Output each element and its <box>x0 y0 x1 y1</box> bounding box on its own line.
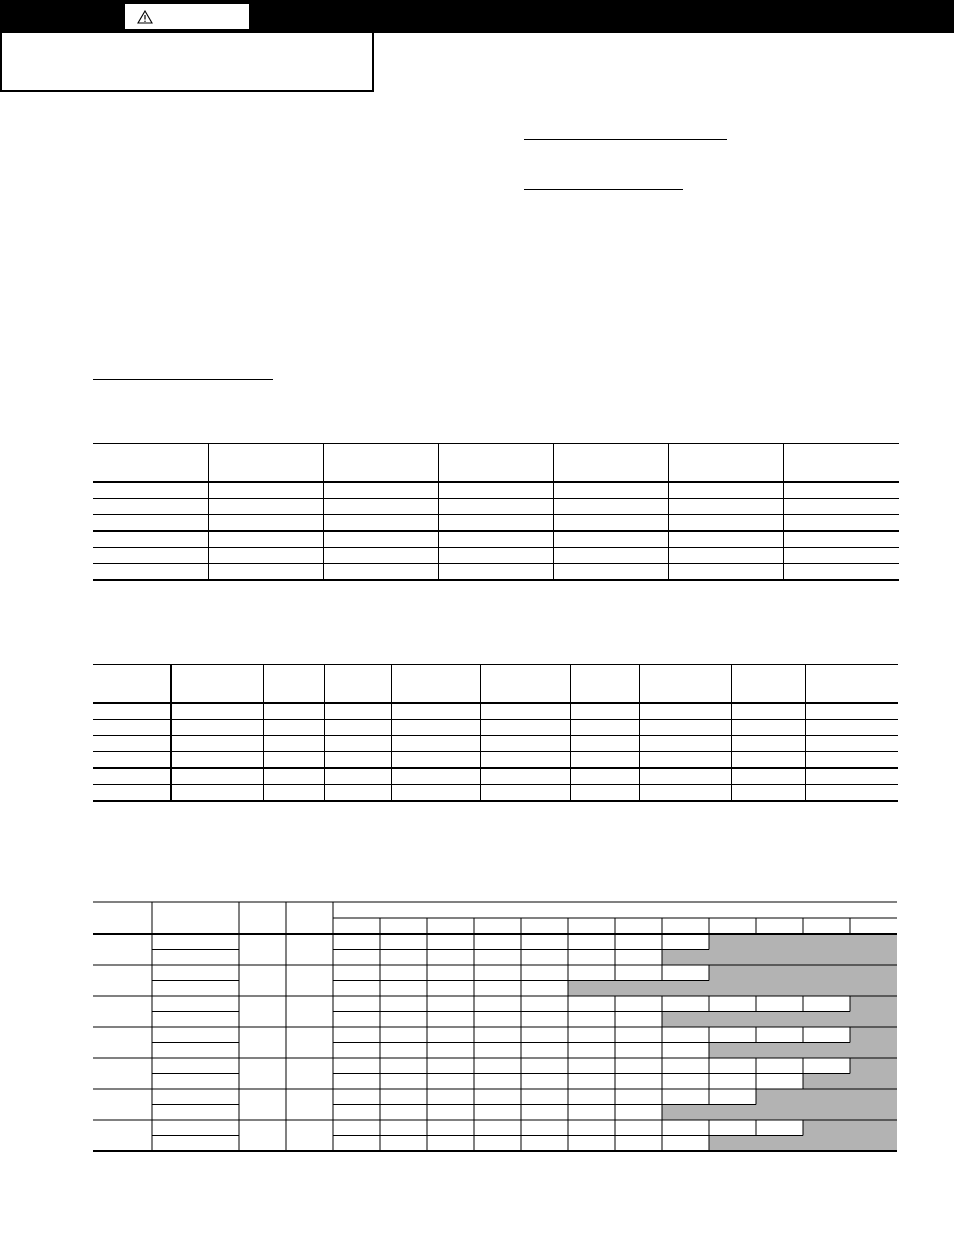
table-header-row <box>93 665 898 704</box>
warning-triangle-icon <box>137 10 153 24</box>
table-row <box>93 548 899 564</box>
table-header-row <box>93 444 899 483</box>
shaded-cell <box>850 996 897 1012</box>
shaded-cell <box>850 1058 897 1074</box>
shaded-cell <box>709 934 897 950</box>
section-heading-rule-1 <box>524 139 727 140</box>
table-row <box>93 720 898 736</box>
shaded-cell <box>756 1089 897 1105</box>
shaded-cell <box>709 1136 897 1152</box>
section-heading-rule-3 <box>93 379 273 380</box>
shaded-cell <box>803 1074 897 1090</box>
warning-label <box>125 4 249 29</box>
data-table-1 <box>93 443 899 581</box>
table-row <box>93 703 898 720</box>
table-row <box>93 482 899 499</box>
table-row <box>93 531 899 548</box>
shaded-cell <box>709 965 897 981</box>
table-row <box>93 564 899 581</box>
section-heading-rule-2 <box>524 189 683 190</box>
table-row <box>93 768 898 785</box>
shaded-cell <box>803 1120 897 1136</box>
table-row <box>93 752 898 769</box>
data-table-2 <box>93 664 898 802</box>
table-row <box>93 785 898 802</box>
shaded-cell <box>662 1105 897 1121</box>
shaded-cell <box>662 1012 897 1028</box>
table-row <box>93 499 899 515</box>
table-row <box>93 515 899 532</box>
table-row <box>93 736 898 752</box>
warning-box <box>0 0 374 92</box>
data-table-3 <box>93 901 897 1153</box>
table-3-grid <box>93 901 897 1153</box>
shaded-cell <box>568 981 897 997</box>
shaded-cell <box>662 950 897 966</box>
shaded-cell <box>709 1043 897 1059</box>
warning-header-bar <box>0 0 954 33</box>
shaded-cell <box>850 1027 897 1043</box>
